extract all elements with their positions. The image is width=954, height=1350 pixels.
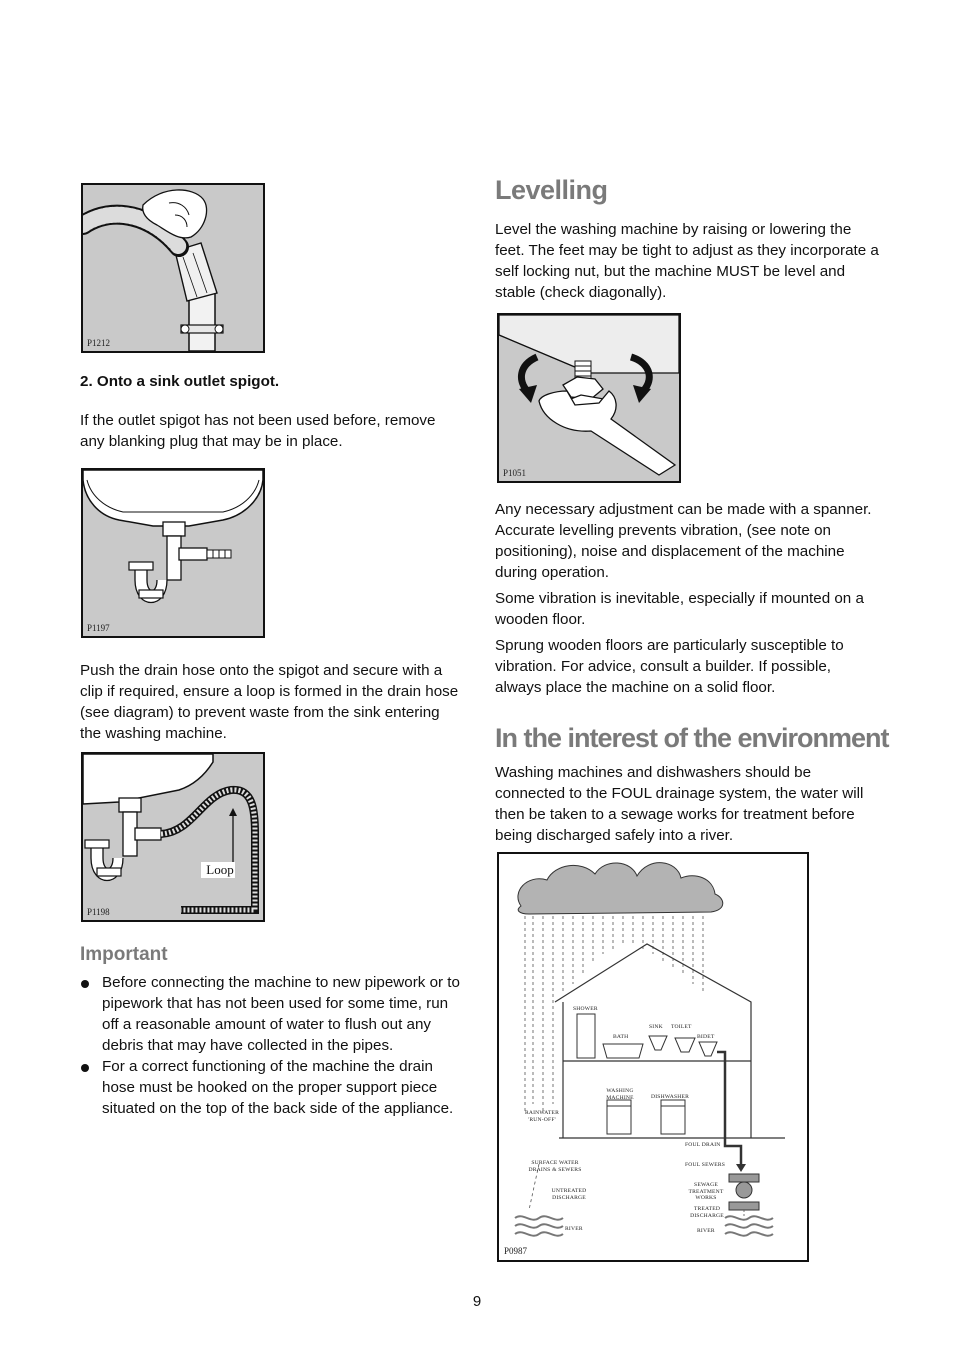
sprung-floor-text: Sprung wooden floors are particularly susceptible to vibration. For advice, consult a builder. If possible, always place the machine on a solid floor.	[495, 637, 844, 696]
figure-levelling-spanner	[497, 313, 681, 483]
step2-heading: 2. Onto a sink outlet spigot.	[80, 373, 280, 390]
label-untreated-discharge: UNTREATED DISCHARGE	[551, 1188, 587, 1201]
drain-loop-illustration	[83, 754, 263, 920]
levelling-text: Level the washing machine by raising or lowering the feet. The feet may be tight to adjust as they incorporate a self locking nut, but the machine MUST be level and stable (check diagonally).	[495, 221, 879, 301]
loop-label: Loop	[206, 862, 234, 877]
important-item-1: Before connecting the machine to new pipework or to pipework that has not been used for some time, run off a reasonable amount of water to flush out any debris that may have collected in the pipes.	[80, 972, 462, 1056]
page-number: 9	[472, 1293, 482, 1310]
label-dishwasher: DISHWASHER	[651, 1094, 690, 1100]
hose-standpipe-illustration	[83, 185, 263, 351]
important-list	[80, 972, 462, 1119]
step2-text: If the outlet spigot has not been used before, remove any blanking plug that may be in place.	[80, 412, 436, 450]
adjust-text: Any necessary adjustment can be made with a spanner. Accurate levelling prevents vibration, (see note on positioning), noise and displacement of the machine during operation.	[495, 501, 872, 581]
label-river-left: RIVER	[565, 1226, 583, 1232]
label-treated-discharge: TREATED DISCHARGE	[690, 1206, 724, 1219]
drainage-illustration	[499, 854, 807, 1260]
important-item-2: For a correct functioning of the machine the drain hose must be hooked on the proper support piece situated on the top of the back side of the appliance.	[80, 1056, 462, 1119]
levelling-heading: Levelling	[495, 175, 608, 205]
figure-code: P1198	[87, 907, 110, 917]
figure-drainage-system	[497, 852, 809, 1262]
figure-hose-standpipe	[81, 183, 265, 353]
label-rainwater: RAINWATER 'RUN-OFF'	[524, 1110, 560, 1123]
spanner-illustration	[499, 315, 679, 481]
figure-code: P1051	[503, 468, 527, 478]
label-toilet: TOILET	[671, 1024, 692, 1030]
figure-code: P1197	[87, 623, 110, 633]
label-bidet: BIDET	[697, 1034, 715, 1040]
label-sink: SINK	[649, 1024, 663, 1030]
label-washing-machine: WASHING MACHINE	[606, 1088, 634, 1101]
label-bath: BATH	[613, 1034, 629, 1040]
label-foul-drain: FOUL DRAIN	[685, 1142, 721, 1148]
figure-sink-spigot	[81, 468, 265, 638]
environment-text: Washing machines and dishwashers should be connected to the FOUL drainage system, the water will then be taken to a sewage works for treatment before being discharged safely into a river.	[495, 764, 864, 844]
push-hose-text: Push the drain hose onto the spigot and secure with a clip if required, ensure a loop is formed in the drain hose (see diagram) to prevent waste from the sink entering the washing machine.	[80, 662, 459, 742]
label-surface-water: SURFACE WATER DRAINS & SEWERS	[528, 1160, 582, 1173]
label-shower: SHOWER	[573, 1006, 598, 1012]
label-foul-sewers: FOUL SEWERS	[685, 1162, 726, 1168]
figure-code: P0987	[504, 1246, 528, 1256]
vibration-text: Some vibration is inevitable, especially if mounted on a wooden floor.	[495, 590, 864, 628]
important-heading: Important	[80, 944, 168, 965]
label-sewage-works: SEWAGE TREATMENT WORKS	[688, 1182, 724, 1201]
environment-heading: In the interest of the environment	[495, 723, 889, 753]
figure-drain-loop	[81, 752, 265, 922]
figure-code: P1212	[87, 338, 111, 348]
sink-spigot-illustration	[83, 470, 263, 636]
label-river-right: RIVER	[697, 1228, 715, 1234]
